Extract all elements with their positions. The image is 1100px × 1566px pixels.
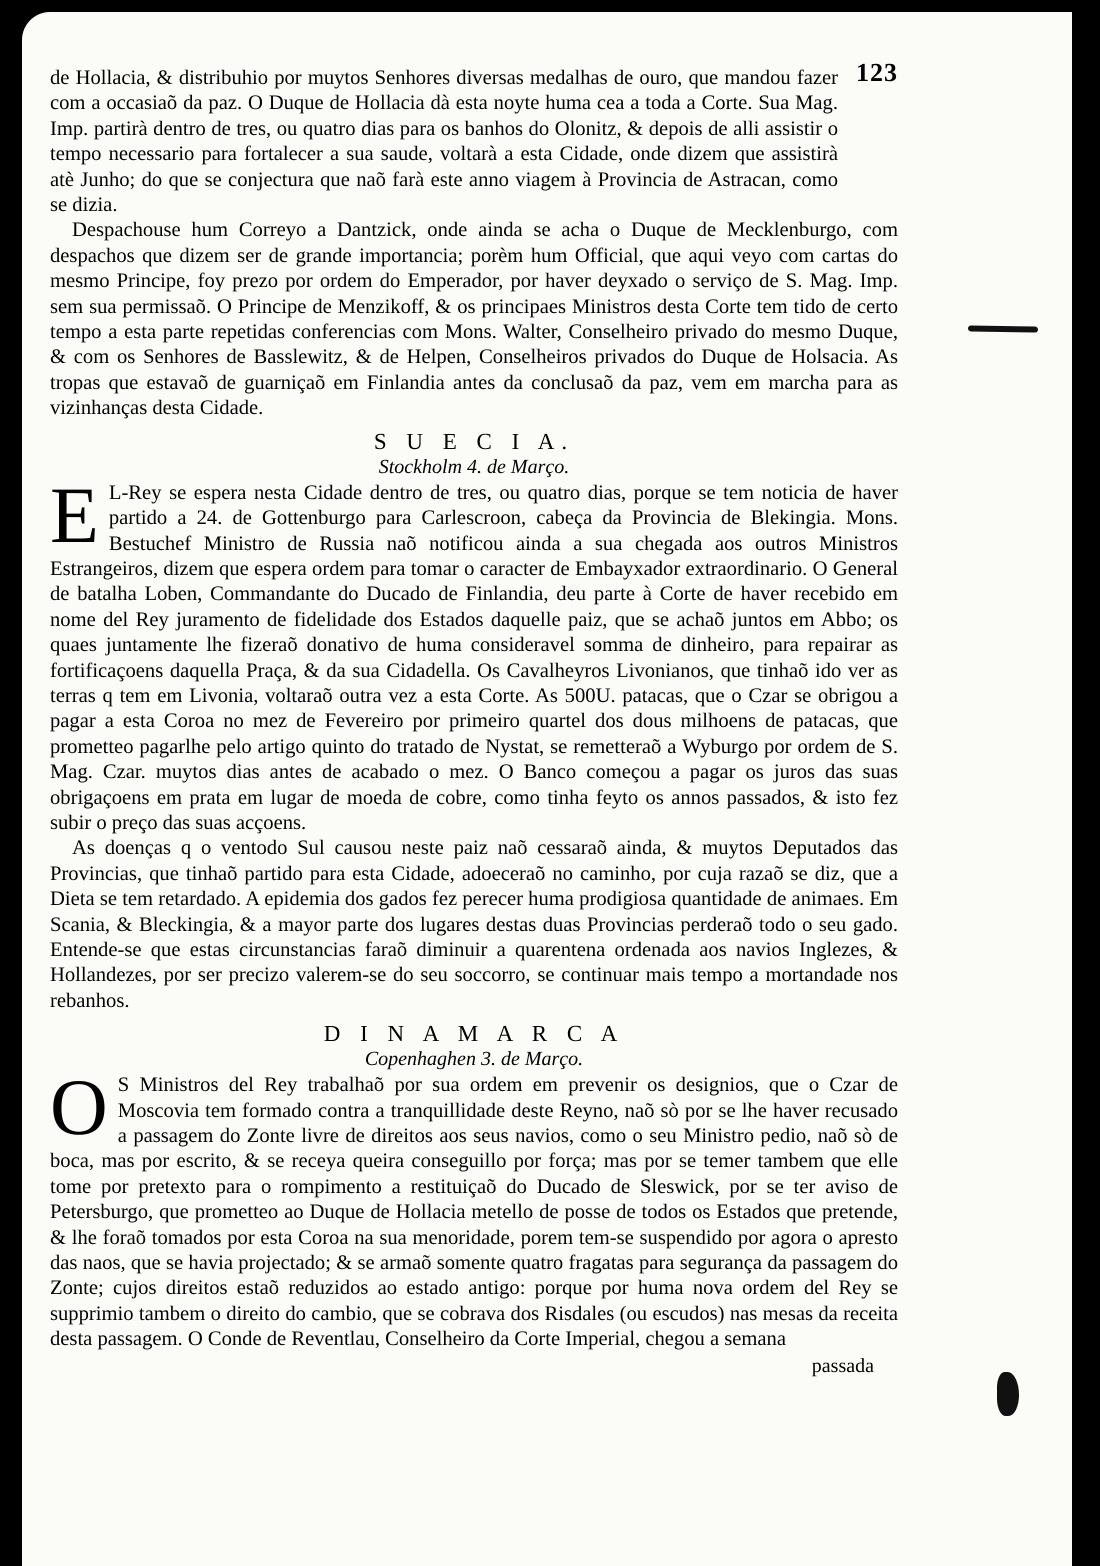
scan-border	[1072, 0, 1100, 1566]
section-heading-suecia: S U E C I A.	[373, 428, 575, 454]
dateline-copenhaghen: Copenhaghen 3. de Março.	[364, 1048, 584, 1071]
paragraph-dinamarca-1	[50, 1064, 898, 1352]
paragraph-continued: de Hollacia, & distribuhio por muytos Senhores diversas medalhas de ouro, que mandou fazer com a occasiaõ da paz. O Duque de Hollacia dà esta noyte huma cea a toda a Corte. Sua Mag. Imp. partirà dentro de tres, ou quatro dias para os banhos do Olonitz, & depois de alli assistir o tempo necessario para fortalecer a sua saude, voltarà a esta Cidade, onde dizem que assistirà atè Junho; do que se conjectura que naõ farà este anno viagem à Provincia de Astracan, como se dizia.	[50, 67, 838, 217]
dateline-stockholm: Stockholm 4. de Março.	[378, 455, 570, 478]
paragraph: Despachouse hum Correyo a Dantzick, onde ainda se acha o Duque de Mecklenburgo, com despachos que dizem ser de grande importancia; porèm hum Official, que aqui veyo com cartas do mesmo Principe, foy prezo por ordem do Emperador, por haver deyxado o serviço de S. Mag. Imp. sem sua permissaõ. O Principe de Menzikoff, & os principaes Ministros desta Corte tem tido de certo tempo a esta parte repetidas conferencias com Mons. Walter, Conselheiro privado do mesmo Duque, & com os Senhores de Basslewitz, & de Helpen, Conselheiros privados do Duque de Holsacia. As tropas que estavaõ de guarniçaõ em Finlandia antes da conclusaõ da paz, vem em marcha para as vizinhanças desta Cidade.	[50, 219, 898, 420]
text-column	[50, 58, 898, 1379]
scan-artifact-mark	[997, 1372, 1019, 1416]
section-heading-dinamarca: D I N A M A R C A	[323, 1021, 625, 1047]
paragraph-suecia-2: As doenças q o ventodo Sul causou neste paiz naõ cessaraõ ainda, & muytos Deputados das Provincias, que tinhaõ partido para esta Cidade, adoeceraõ no caminho, por cuja razaõ se diz, que a Dieta se tem retardado. A epidemia dos gados fez perecer huma prodigiosa quantidade de animaes. Em Scania, & Bleckingia, & a mayor parte dos lugares destas duas Provincias perderaõ todo o seu gado. Entende-se que estas circunstancias faraõ diminuir a quarentena ordenada aos navios Inglezes, & Hollandezes, por ser precizo valerem-se do seu soccorro, se continuar mais tempo a mortandade nos rebanhos.	[50, 837, 898, 1012]
catchword: passada	[811, 1354, 874, 1377]
page-number: 123	[856, 58, 898, 87]
scan-artifact-mark	[968, 325, 1038, 332]
paragraph-suecia-1	[50, 471, 898, 837]
newspaper-page	[22, 12, 1084, 1566]
paragraph-text: L-Rey se espera nesta Cidade dentro de tres, ou quatro dias, porque se tem noticia de haver partido a 24. de Gottenburgo para Carlescroon, cabeça da Provincia de Blekingia. Mons. Bestuchef Ministro de Russia naõ notificou ainda a sua chegada aos outros Ministros Estrangeiros, dizem que espera ordem para tomar o caracter de Embayxador extraordinario. O General de batalha Loben, Commandante do Ducado de Finlandia, deu parte à Corte de haver recebido em nome del Rey juramento de fidelidade dos Estados daquelle paiz, que se achaõ juntos em Abbo; os quaes juntamente lhe fizeraõ donativo de huma consideravel somma de dinheiro, para repairar as fortificaçoens daquella Praça, & da sua Cidadella. Os Cavalheyros Livonianos, que tinhaõ ido ver as terras q tem em Livonia, voltaraõ outra vez a esta Corte. As 500U. patacas, que o Czar se obrigou a pagar a esta Coroa no mez de Fevereiro por primeiro quartel dos dous milhoens de patacas, que prometteo pagarlhe pelo artigo quinto do tratado de Nystat, se remetteraõ a Wyburgo por ordem de S. Mag. Czar. muytos dias antes de acabado o mez. O Banco começou a pagar os juros das suas obrigaçoens em prata em lugar de moeda de cobre, como tinha feyto os annos passados, & isto fez subir o preço das suas acçoens.	[50, 481, 898, 834]
drop-capital: O	[50, 1064, 108, 1153]
paragraph-text: S Ministros del Rey trabalhaõ por sua ordem em prevenir os designios, que o Czar de Moscovia tem formado contra a tranquillidade deste Reyno, naõ sò por se lhe haver recusado a passagem do Zonte livre de direitos aos seus navios, como o seu Ministro pedio, naõ sò de boca, mas por escrito, & se receya queira conseguillo por força; mas por se temer tambem que elle tome por pretexto para o rompimento a restituiçaõ do Ducado de Sleswick, por se ter aviso de Petersburgo, que prometteo ao Duque de Hollacia metello de posse de todos os Estados que pretende, & lhe foraõ tomados por esta Coroa na sua menoridade, porem tem-se suspendido por agora o apresto das naos, que se havia projectado; & se armaõ somente quatro fragatas para segurança da passagem do Zonte; cujos direitos estaõ reduzidos ao estado antigo: porque por huma nova ordem del Rey se supprimio tambem o direito do cambio, que se cobrava dos Risdales (ou escudos) nas mesas da receita desta passagem. O Conde de Reventlau, Conselheiro da Corte Imperial, chegou a semana	[50, 1074, 898, 1351]
drop-capital: E	[50, 471, 99, 560]
